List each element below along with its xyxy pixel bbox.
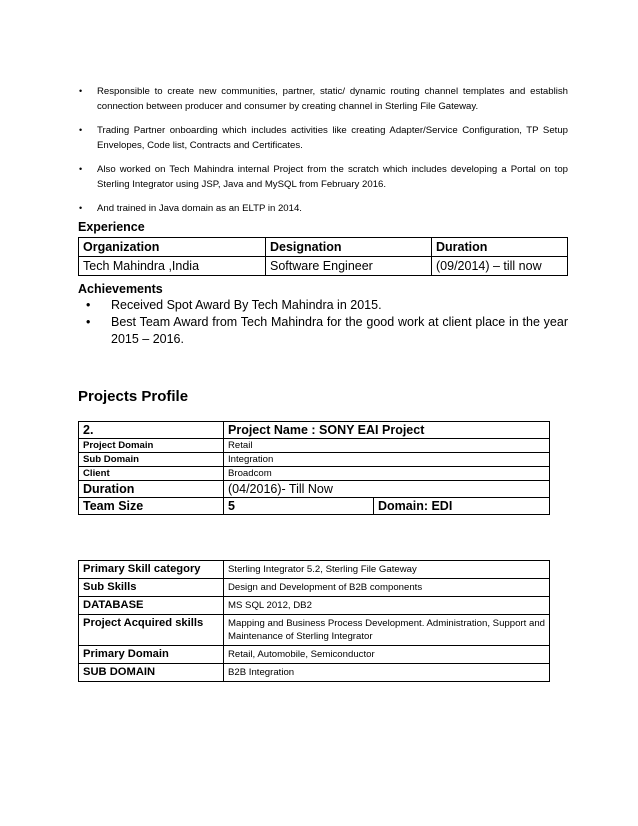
table-cell: Broadcom bbox=[224, 467, 550, 481]
table-cell: Software Engineer bbox=[266, 257, 432, 276]
list-item bbox=[78, 297, 568, 314]
bullet-icon: • bbox=[79, 86, 83, 96]
table-label-cell: DATABASE bbox=[79, 597, 224, 615]
table-cell: Tech Mahindra ,India bbox=[79, 257, 266, 276]
responsibility-text: And trained in Java domain as an ELTP in 2014. bbox=[97, 203, 302, 214]
project-name: Project Name : SONY EAI Project bbox=[224, 422, 550, 439]
bullet-icon: • bbox=[86, 298, 91, 312]
table-header-cell: Designation bbox=[266, 238, 432, 257]
table-cell: Retail bbox=[224, 439, 550, 453]
list-item bbox=[78, 201, 568, 216]
project-number: 2. bbox=[79, 422, 224, 439]
list-item bbox=[78, 314, 568, 348]
bullet-icon: • bbox=[79, 125, 83, 135]
table-row bbox=[79, 453, 550, 467]
table-row bbox=[79, 498, 550, 515]
table-row bbox=[79, 257, 568, 276]
table-cell: 5 bbox=[224, 498, 374, 515]
table-row bbox=[79, 439, 550, 453]
table-label-cell: Primary Domain bbox=[79, 646, 224, 664]
achievement-text: Received Spot Award By Tech Mahindra in 2015. bbox=[111, 298, 382, 312]
table-cell: Retail, Automobile, Semiconductor bbox=[224, 646, 550, 664]
table-cell: Integration bbox=[224, 453, 550, 467]
table-row bbox=[79, 467, 550, 481]
table-row bbox=[79, 481, 550, 498]
responsibility-text: Also worked on Tech Mahindra internal Project from the scratch which includes developing a Portal on top Sterling Integrator using JSP, Java and MySQL from February 2016. bbox=[97, 164, 568, 190]
table-label-cell: SUB DOMAIN bbox=[79, 664, 224, 682]
bullet-icon: • bbox=[79, 203, 83, 213]
table-label-cell: Project Domain bbox=[79, 439, 224, 453]
list-item bbox=[78, 123, 568, 153]
achievements-heading: Achievements bbox=[78, 282, 163, 296]
table-row bbox=[79, 579, 550, 597]
table-cell: B2B Integration bbox=[224, 664, 550, 682]
bullet-icon: • bbox=[86, 315, 91, 329]
table-cell: (09/2014) – till now bbox=[432, 257, 568, 276]
achievements-list bbox=[78, 297, 568, 348]
table-header-cell: Duration bbox=[432, 238, 568, 257]
experience-heading: Experience bbox=[78, 220, 145, 234]
table-label-cell: Project Acquired skills bbox=[79, 615, 224, 646]
table-header-cell: Organization bbox=[79, 238, 266, 257]
table-row bbox=[79, 664, 550, 682]
table-cell: Mapping and Business Process Development. Administration, Support and Maintenance of Sterling Integrator bbox=[224, 615, 550, 646]
table-label-cell: Sub Domain bbox=[79, 453, 224, 467]
table-row bbox=[79, 597, 550, 615]
table-label-cell: Sub Skills bbox=[79, 579, 224, 597]
table-label-cell: Client bbox=[79, 467, 224, 481]
achievement-text: Best Team Award from Tech Mahindra for the good work at client place in the year 2015 – 2016. bbox=[111, 315, 568, 346]
bullet-icon: • bbox=[79, 164, 83, 174]
table-label-cell: Team Size bbox=[79, 498, 224, 515]
table-cell: (04/2016)- Till Now bbox=[224, 481, 550, 498]
list-item bbox=[78, 162, 568, 192]
table-cell: Design and Development of B2B components bbox=[224, 579, 550, 597]
responsibility-text: Trading Partner onboarding which includes activities like creating Adapter/Service Configuration, TP Setup Envelopes, Code list, Contracts and Certificates. bbox=[97, 125, 568, 151]
experience-table bbox=[78, 237, 568, 276]
projects-title: Projects Profile bbox=[78, 388, 189, 405]
list-item bbox=[78, 84, 568, 114]
table-header-row bbox=[79, 238, 568, 257]
table-row bbox=[79, 561, 550, 579]
table-cell: Domain: EDI bbox=[374, 498, 550, 515]
responsibility-text: Responsible to create new communities, partner, static/ dynamic routing channel templates and establish connection between producer and consumer by creating channel in Sterling File Gateway. bbox=[97, 86, 568, 112]
responsibilities-list bbox=[78, 84, 568, 225]
project-table bbox=[78, 421, 550, 515]
skills-table bbox=[78, 560, 550, 682]
table-label-cell: Primary Skill category bbox=[79, 561, 224, 579]
table-row bbox=[79, 615, 550, 646]
table-cell: MS SQL 2012, DB2 bbox=[224, 597, 550, 615]
table-label-cell: Duration bbox=[79, 481, 224, 498]
table-cell: Sterling Integrator 5.2, Sterling File Gateway bbox=[224, 561, 550, 579]
table-row bbox=[79, 422, 550, 439]
table-row bbox=[79, 646, 550, 664]
